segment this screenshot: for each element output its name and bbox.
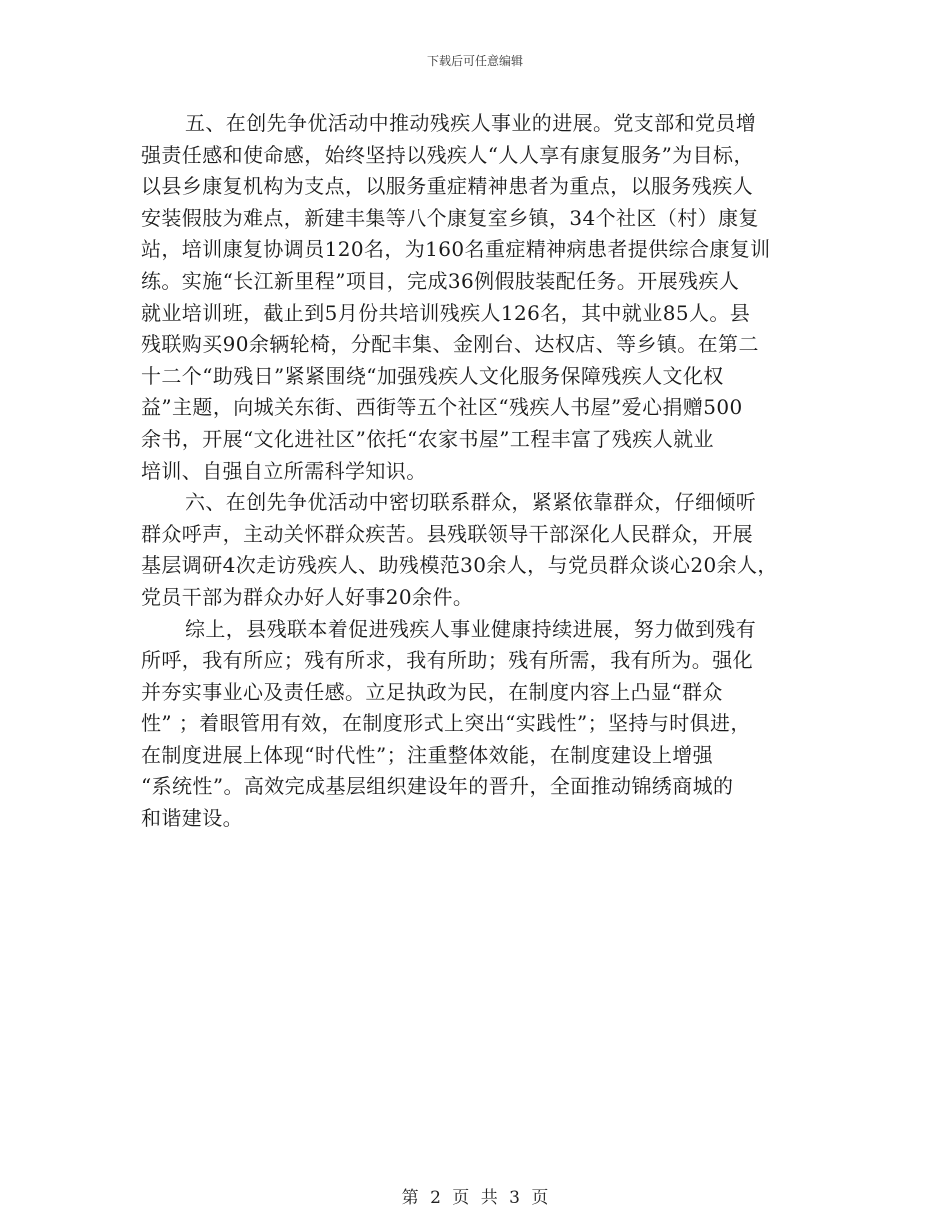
text-line: 综上，县残联本着促进残疾人事业健康持续进展，努力做到残有 [185,616,757,641]
text-line: 以县乡康复机构为支点，以服务重症精神患者为重点，以服务残疾人 [141,174,753,199]
paragraph-five [141,108,831,487]
text-line: 在制度进展上体现“时代性”；注重整体效能，在制度建设上增强 [141,742,714,767]
text-line: 培训、自强自立所需科学知识。 [141,458,427,483]
text-line: “系统性”。高效完成基层组织建设年的晋升，全面推动锦绣商城的 [141,774,734,799]
text-line: 残联购买90余辆轮椅，分配丰集、金刚台、达权店、等乡镇。在第二 [141,332,759,357]
document-body [141,108,831,835]
text-line: 所呼，我有所应；残有所求，我有所助；残有所需，我有所为。强化 [141,648,753,673]
text-line: 六、在创先争优活动中密切联系群众，紧紧依靠群众，仔细倾听 [185,490,757,515]
text-line: 强责任感和使命感，始终坚持以残疾人“人人享有康复服务”为目标， [141,142,754,167]
text-line: 十二个“助残日”紧紧围绕“加强残疾人文化服务保障残疾人文化权 [141,363,724,388]
paragraph-six [141,487,831,613]
text-line: 基层调研4次走访残疾人、助残模范30余人，与党员群众谈心20余人， [141,553,778,578]
text-line: 练。实施“长江新里程”项目，完成36例假肢装配任务。开展残疾人 [141,268,740,293]
text-line: 站，培训康复协调员120名，为160名重症精神病患者提供综合康复训 [141,237,771,262]
text-line: 安装假肢为难点，新建丰集等八个康复室乡镇，34个社区（村）康复 [141,205,759,230]
text-line: 群众呼声，主动关怀群众疾苦。县残联领导干部深化人民群众，开展 [141,521,753,546]
text-line: 并夯实事业心及责任感。立足执政为民，在制度内容上凸显“群众 [141,679,723,704]
text-line: 益”主题，向城关东街、西街等五个社区“残疾人书屋”爱心捐赠500 [141,395,743,420]
text-line: 性” ；着眼管用有效，在制度形式上突出“实践性”；坚持与时俱进， [141,711,751,736]
text-line: 就业培训班，截止到5月份共培训残疾人126名，其中就业85人。县 [141,300,751,325]
text-line: 五、在创先争优活动中推动残疾人事业的进展。党支部和党员增 [185,111,757,135]
text-line: 余书，开展“文化进社区”依托“农家书屋”工程丰富了残疾人就业 [141,426,714,451]
page-number: 第 2 页 共 3 页 [401,1188,549,1208]
text-line: 党员干部为群众办好人好事20余件。 [141,584,474,609]
paragraph-summary [141,614,831,835]
page-header-note: 下载后可任意编辑 [426,54,523,68]
text-line: 和谐建设。 [141,806,243,831]
